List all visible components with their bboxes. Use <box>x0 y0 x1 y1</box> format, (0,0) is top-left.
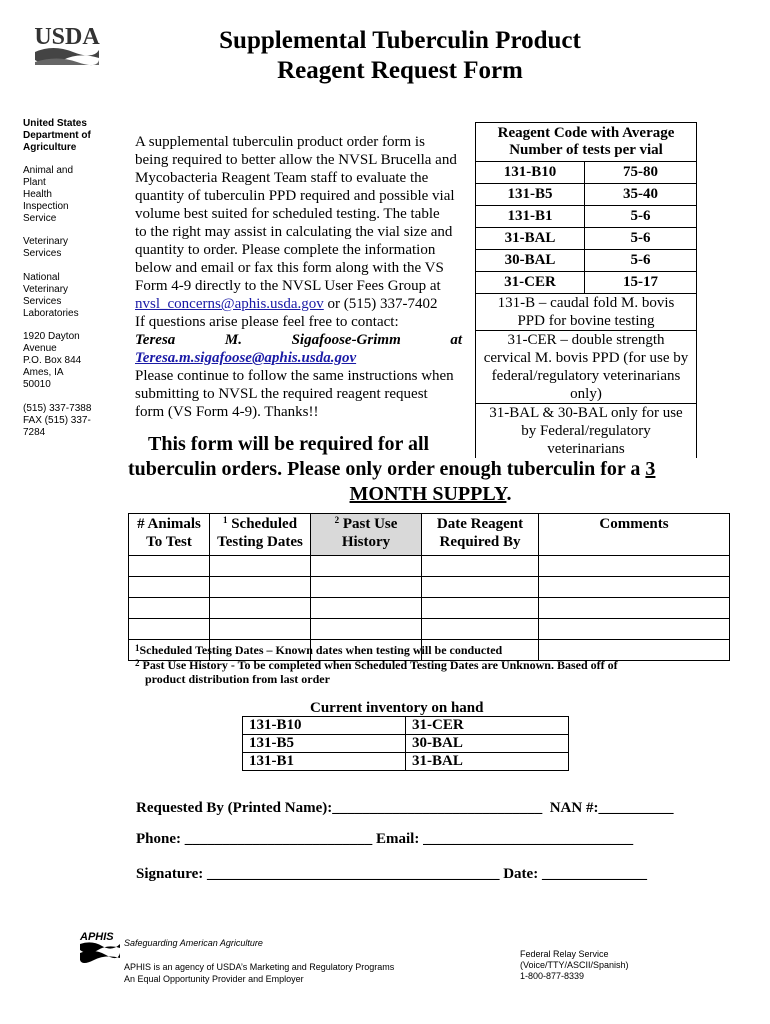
table-row: 131-B5 35-40 <box>476 184 697 206</box>
requested-by-field[interactable]: Requested By (Printed Name):____________________________ NAN #:__________ <box>136 800 674 816</box>
cell-animals[interactable] <box>129 619 210 640</box>
table-row: 31-CER 15-17 <box>476 272 697 294</box>
reagent-code-table <box>475 122 697 458</box>
order-row <box>129 577 730 598</box>
cell-comments[interactable] <box>539 619 730 640</box>
phone-email-field[interactable]: Phone: _________________________ Email: ____________________________ <box>136 831 634 847</box>
note-bal: 31-BAL & 30-BAL only for use by Federal/regulatory veterinarians <box>476 404 697 459</box>
note-131b: 131-B – caudal fold M. bovis PPD for bovine testing <box>476 294 697 331</box>
order-table <box>128 513 730 661</box>
col-past-use: $^2$ Past Use History <box>311 514 422 556</box>
footnote-2: $^2$ Past Use History - To be completed when Scheduled Testing Dates are Unknown. Based off of product distribution from last order <box>135 658 618 686</box>
note-31cer: 31-CER – double strength cervical M. bovis PPD (for use by federal/regulatory veterinarians only) <box>476 331 697 404</box>
table-row: 131-B10 31-CER <box>243 717 569 735</box>
requirement-statement: This form will be required for all tuberculin orders. Please only order enough tuberculin for a 3 MONTH SUPPLY. <box>128 433 656 505</box>
page-subtitle: Reagent Request Form <box>277 57 523 84</box>
inventory-table <box>242 716 569 771</box>
nvsl-email-link[interactable]: nvsl_concerns@aphis.usda.gov <box>135 296 324 312</box>
cell-animals[interactable] <box>129 556 210 577</box>
signature-date-field[interactable]: Signature: _______________________________________ Date: ______________ <box>136 866 647 882</box>
cell-date[interactable] <box>422 577 539 598</box>
reagent-table-header: Reagent Code with Average Number of tests per vial <box>476 123 697 162</box>
sidebar-unit-nvsl: National Veterinary Services Laboratories <box>23 272 79 319</box>
col-date-required: Date Reagent Required By <box>422 514 539 556</box>
cell-scheduled[interactable] <box>210 577 311 598</box>
cell-past-use[interactable] <box>311 577 422 598</box>
footer-eeo: An Equal Opportunity Provider and Employer <box>124 974 304 984</box>
table-row: 31-BAL 5-6 <box>476 228 697 250</box>
col-comments: Comments <box>539 514 730 556</box>
footnote-1: $^1$Scheduled Testing Dates – Known dates when testing will be conducted <box>135 643 503 657</box>
cell-scheduled[interactable] <box>210 556 311 577</box>
contact-name: Teresa M. Sigafoose-Grimm at <box>135 332 462 348</box>
footer-agency: APHIS is an agency of USDA’s Marketing and Regulatory Programs <box>124 962 395 972</box>
table-row <box>476 294 697 331</box>
table-row: 30-BAL 5-6 <box>476 250 697 272</box>
cell-scheduled[interactable] <box>210 598 311 619</box>
sidebar-phone: (515) 337-7388 FAX (515) 337- 7284 <box>23 403 92 438</box>
order-row <box>129 556 730 577</box>
usda-logo <box>33 22 101 66</box>
footer-relay: Federal Relay Service (Voice/TTY/ASCII/Spanish) 1-800-877-8339 <box>520 949 629 981</box>
cell-scheduled[interactable] <box>210 619 311 640</box>
cell-date[interactable] <box>422 598 539 619</box>
col-scheduled: $^1$ Scheduled Testing Dates <box>210 514 311 556</box>
usda-logo-text: USDA <box>34 24 100 50</box>
sidebar-unit-vs: Veterinary Services <box>23 236 69 259</box>
sidebar-department: United States Department of Agriculture <box>23 118 91 153</box>
table-row: 131-B1 5-6 <box>476 206 697 228</box>
page-title: Supplemental Tuberculin Product <box>219 27 581 54</box>
contact-email-link[interactable]: Teresa.m.sigafoose@aphis.usda.gov <box>135 350 357 366</box>
cell-past-use[interactable] <box>311 598 422 619</box>
sidebar-address: 1920 Dayton Avenue P.O. Box 844 Ames, IA 50010 <box>23 331 82 390</box>
cell-date[interactable] <box>422 556 539 577</box>
cell-date[interactable] <box>422 619 539 640</box>
cell-animals[interactable] <box>129 598 210 619</box>
table-row: 131-B5 30-BAL <box>243 735 569 753</box>
cell-comments[interactable] <box>539 556 730 577</box>
inventory-title: Current inventory on hand <box>310 700 484 716</box>
cell-animals[interactable] <box>129 577 210 598</box>
cell-past-use[interactable] <box>311 619 422 640</box>
intro-paragraph: A supplemental tuberculin product order form is being required to better allow the NVSL Brucella and Mycobacteria Reagent Team staff to evaluate the quantity of tuberculin PPD required and possible vial volume best suited for scheduled testing. The table to the right may assist in calculating the vial size and quantity to order. Please complete the information below and email or fax this form along with the VS Form 4-9 directly to the NVSL User Fees Group at nvsl_concerns@aphis.usda.gov or (515) 337-7402 If questions arise please feel free to contact: Teresa M. Sigafoose-Grimm at Teresa.m.sigafoose@aphis.usda.gov Please continue to follow the same instructions when submitting to NVSL the required reagent request form (VS Form 4-9). Thanks!! <box>135 134 462 420</box>
order-row <box>129 598 730 619</box>
col-animals: # Animals To Test <box>129 514 210 556</box>
order-row <box>129 619 730 640</box>
cell-comments[interactable] <box>539 577 730 598</box>
table-row: 131-B1 31-BAL <box>243 753 569 771</box>
table-row <box>476 331 697 404</box>
aphis-logo-text: APHIS <box>80 931 114 943</box>
cell-past-use[interactable] <box>311 556 422 577</box>
cell-comments[interactable] <box>539 598 730 619</box>
footer-tagline: Safeguarding American Agriculture <box>124 938 263 948</box>
table-row: 131-B10 75-80 <box>476 162 697 184</box>
sidebar-agency: Animal and Plant Health Inspection Service <box>23 165 74 224</box>
aphis-logo <box>78 928 122 964</box>
